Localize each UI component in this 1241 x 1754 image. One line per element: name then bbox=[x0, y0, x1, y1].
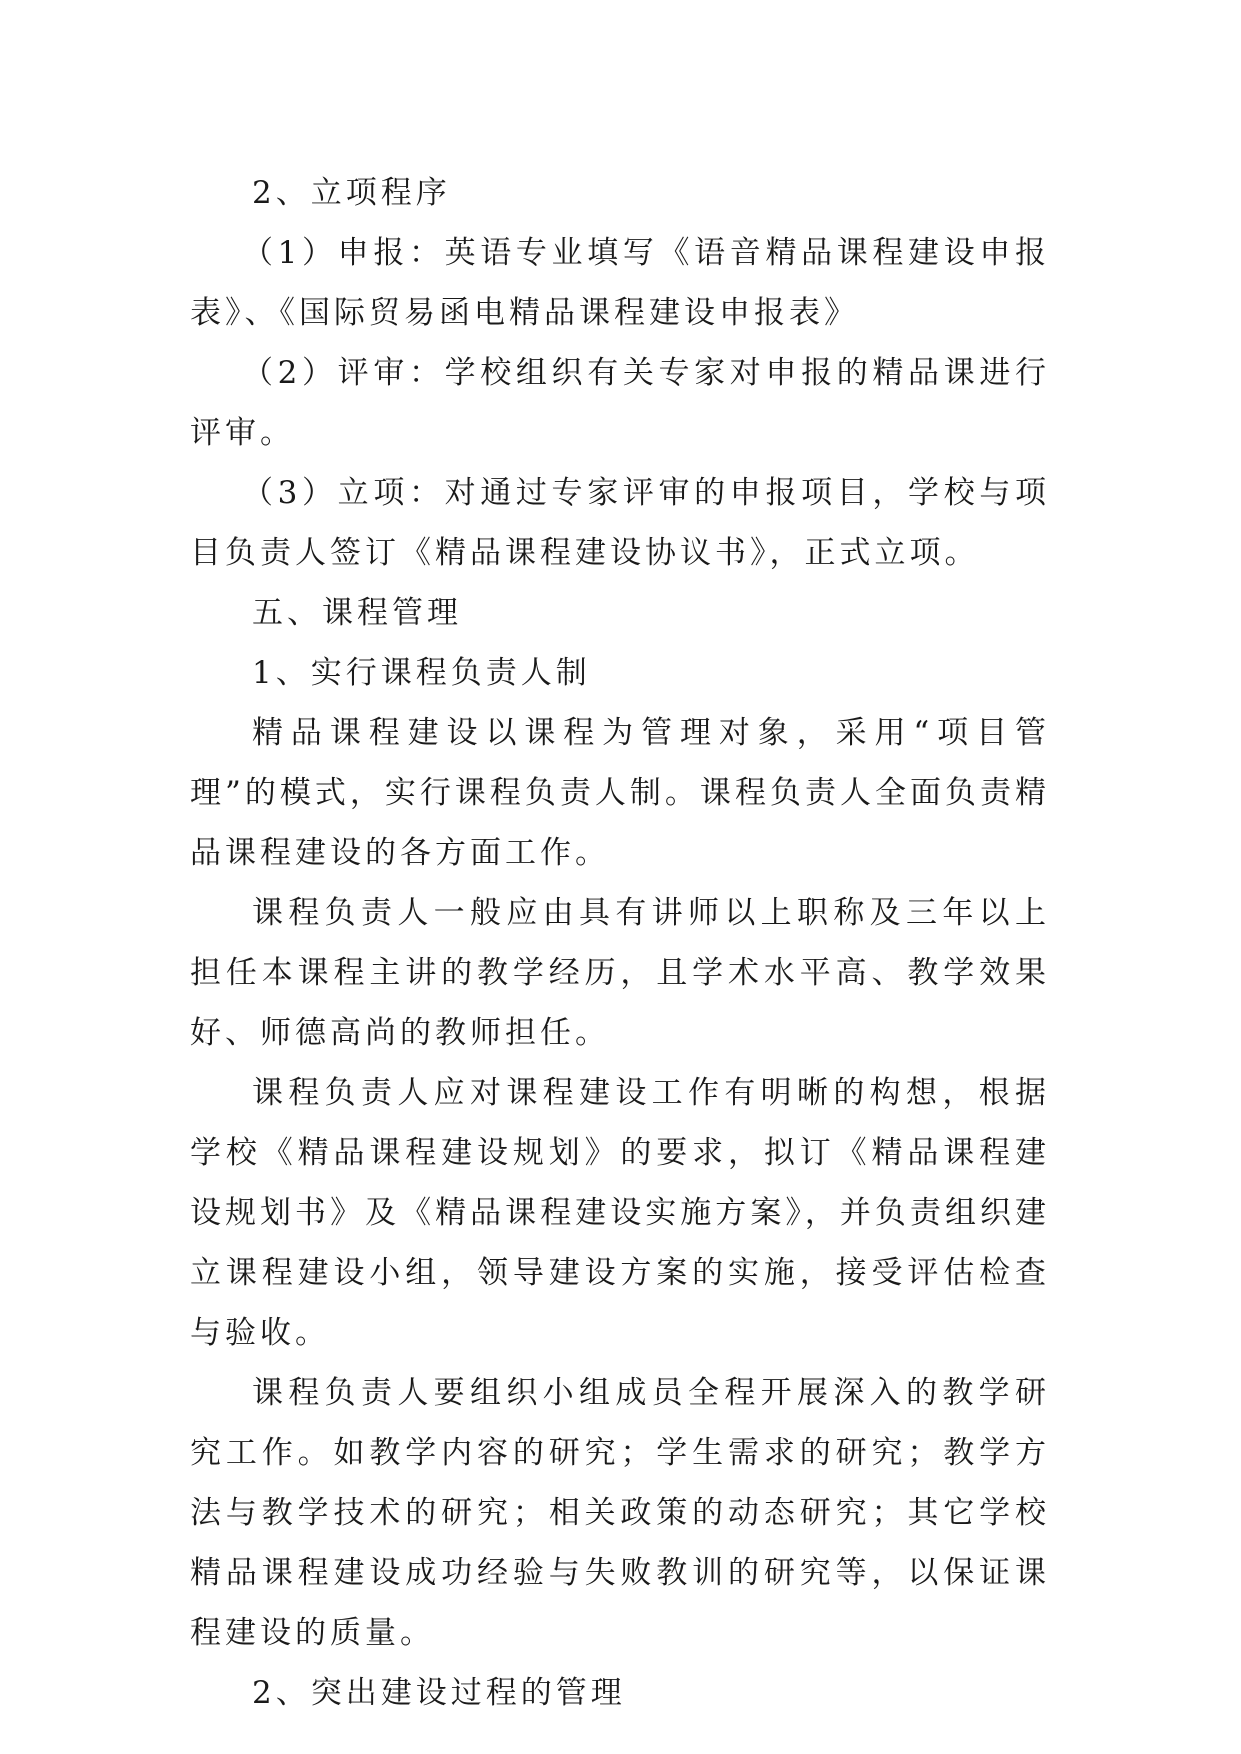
paragraph-teaching-research: 课程负责人要组织小组成员全程开展深入的教学研究工作。如教学内容的研究；学生需求的研究；教学方法与教学技术的研究；相关政策的动态研究；其它学校精品课程建设成功经验与失败教训的研究等，以保证课程建设的质量。 bbox=[190, 1375, 1050, 1651]
paragraph-project-management: 精品课程建设以课程为管理对象，采用“项目管理”的模式，实行课程负责人制。课程负责人全面负责精品课程建设的各方面工作。 bbox=[190, 715, 1050, 871]
paragraph-approval: （3）立项：对通过专家评审的申报项目，学校与项目负责人签订《精品课程建设协议书》，正式立项。 bbox=[190, 475, 1050, 571]
paragraph-leader-qualification: 课程负责人一般应由具有讲师以上职称及三年以上担任本课程主讲的教学经历，且学术水平高、教学效果好、师德高尚的教师担任。 bbox=[190, 895, 1050, 1051]
document-body bbox=[190, 163, 1050, 1723]
paragraph-application: （1）申报：英语专业填写《语音精品课程建设申报表》、《国际贸易函电精品课程建设申报表》 bbox=[190, 235, 1050, 331]
heading-project-procedure: 2、立项程序 bbox=[252, 175, 451, 211]
heading-course-leader-system: 1、实行课程负责人制 bbox=[252, 655, 591, 691]
paragraph-review: （2）评审：学校组织有关专家对申报的精品课进行评审。 bbox=[190, 355, 1050, 451]
heading-course-management: 五、课程管理 bbox=[252, 595, 462, 631]
heading-process-management: 2、突出建设过程的管理 bbox=[252, 1675, 626, 1711]
paragraph-leader-planning: 课程负责人应对课程建设工作有明晰的构想，根据学校《精品课程建设规划》的要求，拟订《精品课程建设规划书》及《精品课程建设实施方案》，并负责组织建立课程建设小组，领导建设方案的实施，接受评估检查与验收。 bbox=[190, 1075, 1050, 1351]
